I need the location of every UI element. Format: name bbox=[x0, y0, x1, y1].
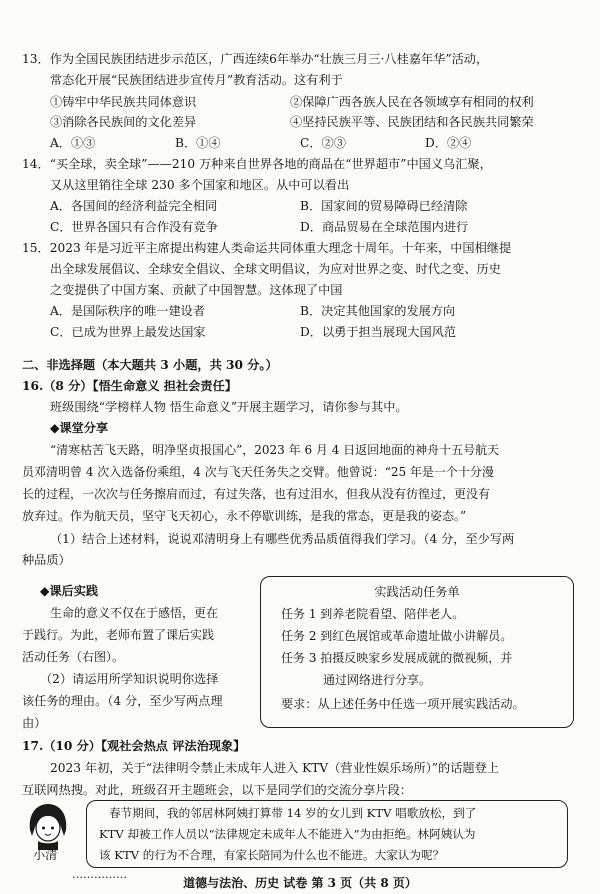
q13-option-a: A．①③ bbox=[50, 136, 96, 150]
q16-intro: 班级围绕“学榜样人物 悟生命意义”开展主题学习，请你参与其中。 bbox=[50, 400, 408, 414]
q15-option-c: C．已成为世界上最发达国家 bbox=[50, 325, 206, 339]
q13-option-b: B．①④ bbox=[175, 136, 221, 150]
q13-statement-4: ④坚持民族平等、民族团结和各民族共同繁荣 bbox=[290, 115, 534, 129]
task-1: 任务 1 到养老院看望、陪伴老人。 bbox=[281, 607, 465, 621]
q14-stem-line1: 14．“买全球，卖全球”——210 万种来自世界各地的商品在“世界超市”中国义乌汇聚， bbox=[22, 157, 492, 171]
task-3-line1: 任务 3 拍摄反映家乡发展成就的微视频，并 bbox=[281, 651, 513, 665]
q15-option-a: A．是国际秩序的唯一建设者 bbox=[50, 304, 206, 318]
task-card-title: 实践活动任务单 bbox=[374, 585, 460, 599]
speech-line2: KTV 却被工作人员以“法律规定未成年人不能进入”为由拒绝。林阿姨认为 bbox=[99, 827, 476, 841]
q15-option-d: D．以勇于担当展现大国风范 bbox=[300, 325, 457, 339]
q15-option-b: B．决定其他国家的发展方向 bbox=[300, 304, 456, 318]
q16-practice-title: ◆课后实践 bbox=[40, 584, 99, 598]
speech-line3: 该 KTV 的行为不合理，有家长陪同为什么也不能进。大家认为呢？ bbox=[99, 848, 445, 862]
q16-sub2-line2: 该任务的理由。（4 分，至少写两点理 bbox=[22, 694, 223, 708]
q14-stem-line2: 又从这里销往全球 230 多个国家和地区。从中可以看出 bbox=[50, 178, 350, 192]
speaker-name: 小清 bbox=[33, 848, 58, 862]
section-2-heading: 二、非选择题（本大题共 3 小题，共 30 分。） bbox=[22, 358, 278, 372]
q15-stem-line2: 出全球发展倡议、全球安全倡议、全球文明倡议，为应对世界之变、时代之变、历史 bbox=[50, 262, 501, 276]
task-3-line2: 通过网络进行分享。 bbox=[323, 673, 432, 687]
task-requirement: 要求：从上述任务中任选一项开展实践活动。 bbox=[281, 697, 525, 711]
q16-material-line1: “清寒枯苦飞天路，明净坚贞报国心”，2023 年 6 月 4 日返回地面的神舟十五号航天 bbox=[50, 443, 500, 457]
q16-sub2-line3: 由） bbox=[22, 716, 47, 730]
q13-statement-3: ③消除各民族间的文化差异 bbox=[50, 115, 197, 129]
speech-line1: 春节期间，我的邻居林阿姨打算带 14 岁的女儿到 KTV 唱歌放松，到了 bbox=[109, 806, 477, 820]
q16-header: 16.（8 分）【悟生命意义 担社会责任】 bbox=[22, 379, 237, 393]
q15-stem-line3: 之变提供了中国方案、贡献了中国智慧。这体现了中国 bbox=[50, 283, 343, 297]
ellipsis: …………… bbox=[72, 868, 127, 881]
q16-material-line3: 长的过程，一次次与任务擦肩而过，有过失落，也有过泪水，但我从没有彷徨过，更没有 bbox=[22, 487, 491, 501]
q13-option-d: D．②④ bbox=[425, 136, 472, 150]
q16-sub1-line2: 种品质） bbox=[22, 553, 71, 567]
q14-option-a: A．各国间的经济利益完全相同 bbox=[50, 199, 218, 213]
q15-stem-line1: 15．2023 年是习近平主席提出构建人类命运共同体重大理念十周年。十年来，中国相继提 bbox=[22, 241, 512, 255]
q17-intro-line1: 2023 年初，关于“法律明令禁止未成年人进入 KTV（营业性娱乐场所）”的话题登上 bbox=[50, 761, 499, 775]
q14-option-d: D．商品贸易在全球范围内进行 bbox=[300, 220, 469, 234]
q16-sub1-line1: （1）结合上述材料，说说邓清明身上有哪些优秀品质值得我们学习。（4 分，至少写两 bbox=[50, 532, 515, 546]
q16-practice-line1: 生命的意义不仅在于感悟，更在 bbox=[50, 606, 219, 620]
q16-sub2-line1: （2）请运用所学知识说明你选择 bbox=[40, 672, 219, 686]
speech-box bbox=[86, 800, 568, 868]
page-footer: 道德与法治、历史 试卷 第 3 页（共 8 页） bbox=[183, 876, 417, 890]
student-avatar-icon bbox=[24, 800, 72, 852]
q17-intro-line2: 互联网热搜。对此，班级召开主题班会，以下是同学们的交流分享片段： bbox=[22, 783, 412, 797]
q13-statement-2: ②保障广西各族人民在各领域享有相同的权利 bbox=[290, 95, 534, 109]
task-card bbox=[260, 576, 574, 728]
q14-option-c: C．世界各国只有合作没有竞争 bbox=[50, 220, 218, 234]
task-2: 任务 2 到红色展馆或革命遗址做小讲解员。 bbox=[281, 629, 513, 643]
q16-share-title: ◆课堂分享 bbox=[50, 421, 109, 435]
q13-option-c: C．②③ bbox=[300, 136, 346, 150]
q16-practice-line2: 于践行。为此，老师布置了课后实践 bbox=[22, 628, 215, 642]
q17-header: 17.（10 分）【观社会热点 评法治现象】 bbox=[22, 739, 246, 753]
q14-option-b: B．国家间的贸易障碍已经清除 bbox=[300, 199, 468, 213]
q16-material-line4: 放弃过。作为航天员，坚守飞天初心，永不停歇训练，是我的常态，更是我的姿态。” bbox=[22, 509, 467, 523]
q13-statement-1: ①铸牢中华民族共同体意识 bbox=[50, 95, 197, 109]
q16-practice-line3: 活动任务（右图）。 bbox=[22, 650, 125, 664]
q13-stem-line2: 常态化开展“民族团结进步宣传月”教育活动。这有利于 bbox=[50, 73, 343, 87]
q16-material-line2: 员邓清明曾 4 次入选备份乘组，4 次与飞天任务失之交臂。他曾说：“25 年是一个十分漫 bbox=[22, 465, 494, 479]
q13-stem-line1: 13．作为全国民族团结进步示范区，广西连续6年举办“壮族三月三·八桂嘉年华”活动， bbox=[22, 52, 489, 66]
